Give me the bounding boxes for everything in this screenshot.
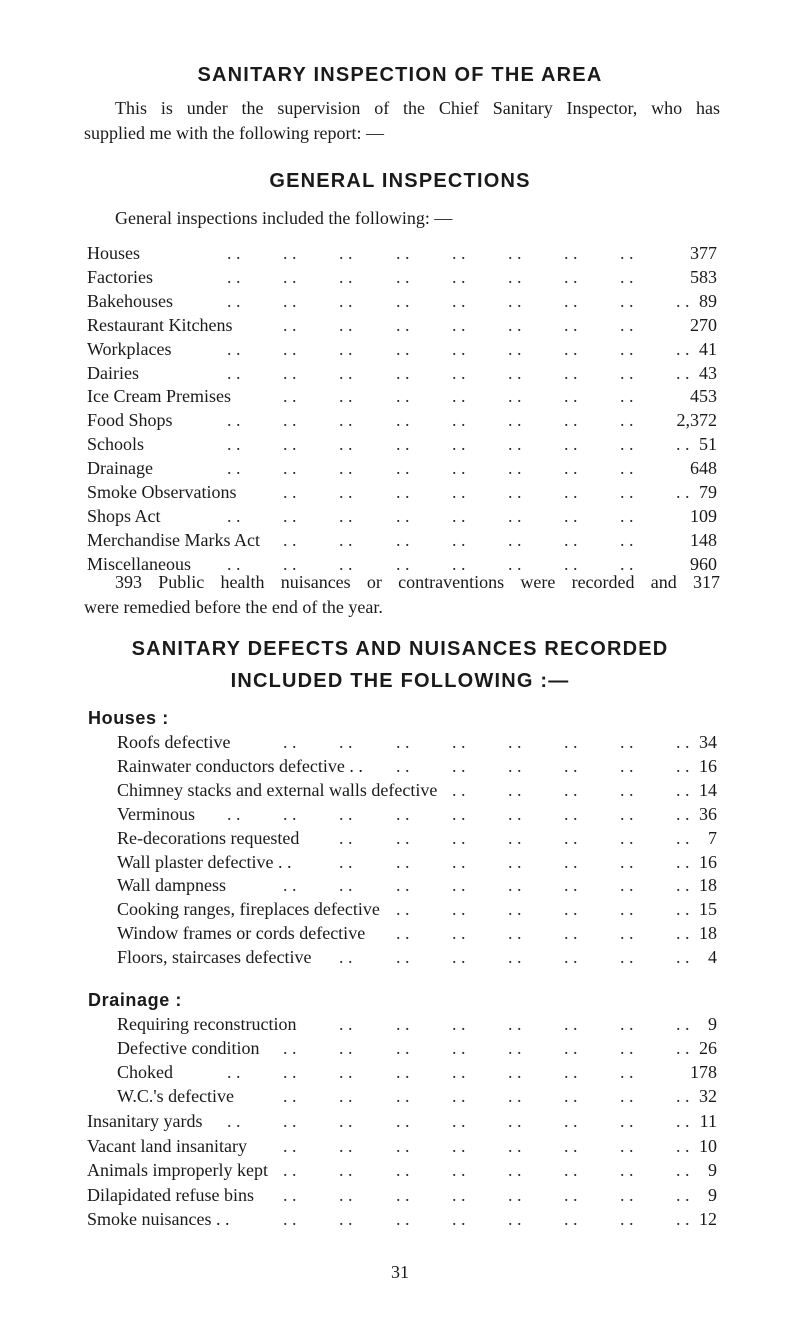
general-inspections-intro: General inspections included the following: — [115,208,453,228]
row-label: Rainwater conductors defective . . [117,755,363,776]
row-label: Window frames or cords defective [117,923,366,944]
house-defect-row: Window frames or cords defective . . . . . . . . . . . . 18 [117,923,717,944]
row-value: 41 [699,338,717,359]
row-value: 10 [699,1135,717,1156]
other-nuisance-row: Animals improperly kept . . . . . . . . . . . . . . . . 9 [87,1160,717,1180]
row-label: Vacant land insanitary [87,1135,247,1156]
other-nuisance-row: Smoke nuisances . . . . . . . . . . . . . . . . . . 12 [87,1209,717,1229]
row-label: Dairies [87,362,139,383]
intro-line-1: This is under the supervision of the Chief Sanitary Inspector, who has [115,98,720,118]
row-label: W.C.'s defective [117,1086,235,1106]
row-value: 26 [699,1038,717,1058]
row-label: Re-decorations requested [117,827,300,848]
row-label: Shops Act [87,505,161,526]
nuisances-line-2: were remedied before the end of the year. [84,597,383,617]
row-label: Smoke Observations [87,482,237,502]
row-label: Wall dampness [117,875,227,896]
drainage-heading: Drainage : [88,990,183,1010]
general-inspection-row: Ice Cream Premises . . . . . . . . . . . . . . 453 [87,386,717,407]
row-value: 583 [690,266,717,287]
row-value: 16 [699,755,717,776]
row-label: Drainage [87,458,153,479]
row-label: Insanitary yards [87,1111,203,1131]
row-label: Food Shops [87,410,173,431]
intro-paragraph [84,96,720,146]
general-inspection-row: Schools . . . . . . . . . . . . . . . . . . 51 [87,434,717,455]
drainage-defect-row: W.C.'s defective . . . . . . . . . . . . . . . . 32 [117,1086,717,1106]
house-defect-row: Cooking ranges, fireplaces defective . . . . . . . . . . . . 15 [117,899,717,920]
row-value: 178 [690,1062,717,1082]
page-title: SANITARY INSPECTION OF THE AREA [197,64,603,86]
row-label: Verminous [117,803,195,824]
house-defect-row: Verminous . . . . . . . . . . . . . . . . . . 36 [117,803,717,824]
row-value: 9 [708,1184,717,1205]
row-value: 7 [708,827,717,848]
row-value: 12 [699,1209,717,1229]
nuisances-paragraph [84,570,720,620]
row-label: Merchandise Marks Act [87,529,260,550]
row-value: 32 [699,1086,717,1106]
drainage-defect-row: Choked . . . . . . . . . . . . . . . . 178 [117,1062,717,1082]
row-label: Roofs defective [117,732,231,752]
row-label: Requiring reconstruction [117,1014,297,1034]
row-label: Cooking ranges, fireplaces defective [117,899,380,920]
row-value: 148 [690,529,717,550]
general-inspection-row: Food Shops . . . . . . . . . . . . . . . . 2,372 [87,410,717,431]
row-value: 4 [708,947,717,968]
other-nuisance-row: Dilapidated refuse bins . . . . . . . . . . . . . . . . 9 [87,1184,717,1205]
row-label: Houses [87,243,140,263]
general-inspection-row: Smoke Observations . . . . . . . . . . . . . . . . 79 [87,482,717,502]
house-defect-row: Roofs defective . . . . . . . . . . . . . . . . 34 [117,732,717,752]
general-inspections-heading: GENERAL INSPECTIONS [269,170,531,192]
row-label: Restaurant Kitchens [87,314,233,335]
row-label: Floors, staircases defective [117,947,312,968]
house-defect-row: Rainwater conductors defective . . . . . . . . . . . . . . 16 [117,755,717,776]
general-inspection-row: Merchandise Marks Act . . . . . . . . . . . . . . 148 [87,529,717,550]
row-value: 960 [690,553,717,574]
general-inspection-row: Dairies . . . . . . . . . . . . . . . . . . 43 [87,362,717,383]
general-inspection-row: Drainage . . . . . . . . . . . . . . . . 648 [87,458,717,479]
intro-line-2: supplied me with the following report: — [84,123,384,143]
drainage-defect-row: Requiring reconstruction . . . . . . . . . . . . . . 9 [117,1014,717,1034]
row-value: 109 [690,505,717,526]
row-value: 11 [699,1111,717,1131]
row-value: 89 [699,290,717,311]
row-label: Dilapidated refuse bins [87,1184,254,1205]
row-value: 453 [690,386,717,407]
row-value: 648 [690,458,717,479]
house-defect-row: Wall plaster defective . . . . . . . . . . . . . . . . 16 [117,851,717,872]
houses-heading: Houses : [88,708,169,728]
house-defect-row: Floors, staircases defective . . . . . . . . . . . . . . 4 [117,947,717,968]
general-inspection-row: Restaurant Kitchens . . . . . . . . . . . . . . 270 [87,314,717,335]
row-value: 18 [699,923,717,944]
row-label: Chimney stacks and external walls defective [117,779,438,800]
other-nuisance-row: Insanitary yards . . . . . . . . . . . . . . . . . . 11 [87,1111,717,1131]
drainage-defect-row: Defective condition . . . . . . . . . . . . . . . . 26 [117,1038,717,1058]
general-inspection-row: Bakehouses . . . . . . . . . . . . . . . . . . 89 [87,290,717,311]
other-nuisance-row: Vacant land insanitary . . . . . . . . . . . . . . . . 10 [87,1135,717,1156]
row-value: 18 [699,875,717,896]
row-value: 34 [699,732,717,752]
row-value: 2,372 [676,410,717,431]
row-label: Miscellaneous [87,553,191,574]
general-inspection-row: Workplaces . . . . . . . . . . . . . . . . . . 41 [87,338,717,359]
row-label: Wall plaster defective . . [117,851,292,872]
row-value: 79 [699,482,717,502]
row-value: 377 [690,243,717,263]
general-inspection-row: Shops Act . . . . . . . . . . . . . . . . 109 [87,505,717,526]
page-number: 31 [391,1262,409,1282]
row-value: 9 [708,1160,717,1180]
row-value: 16 [699,851,717,872]
row-label: Choked [117,1062,173,1082]
general-inspection-row: Houses . . . . . . . . . . . . . . . . 377 [87,243,717,263]
row-value: 36 [699,803,717,824]
row-label: Bakehouses [87,290,173,311]
row-value: 43 [699,362,717,383]
row-value: 270 [690,314,717,335]
row-value: 51 [699,434,717,455]
row-label: Factories [87,266,153,287]
row-value: 15 [699,899,717,920]
row-value: 9 [708,1014,717,1034]
row-label: Smoke nuisances . . [87,1209,230,1229]
defects-heading-line-2: INCLUDED THE FOLLOWING :— [230,670,570,692]
general-inspection-row: Factories . . . . . . . . . . . . . . . . 583 [87,266,717,287]
nuisances-line-1: 393 Public health nuisances or contraventions were recorded and 317 [115,572,720,592]
row-label: Schools [87,434,145,455]
house-defect-row: Wall dampness . . . . . . . . . . . . . . . . 18 [117,875,717,896]
row-label: Animals improperly kept [87,1160,268,1180]
house-defect-row: Re-decorations requested . . . . . . . . . . . . . . 7 [117,827,717,848]
row-label: Defective condition [117,1038,260,1058]
row-label: Ice Cream Premises [87,386,231,407]
general-inspection-row: Miscellaneous . . . . . . . . . . . . . . . . 960 [87,553,717,574]
defects-heading-line-1: SANITARY DEFECTS AND NUISANCES RECORDED [131,638,669,660]
row-label: Workplaces [87,338,172,359]
row-value: 14 [699,779,717,800]
house-defect-row: Chimney stacks and external walls defective . . . . . . . . . . 14 [117,779,717,800]
